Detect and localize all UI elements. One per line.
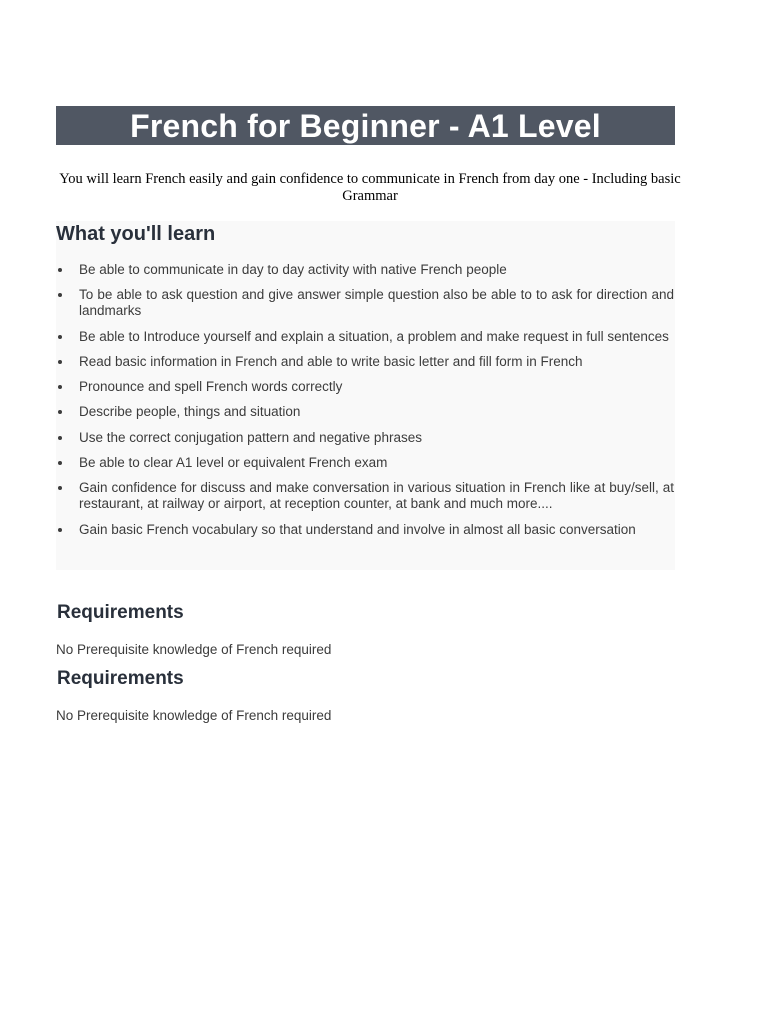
course-title-bar xyxy=(56,106,675,145)
learn-item xyxy=(56,430,674,446)
learn-item-text: Be able to clear A1 level or equivalent French exam xyxy=(79,455,388,471)
course-title: French for Beginner - A1 Level xyxy=(130,107,601,144)
requirements-text: No Prerequisite knowledge of French required xyxy=(56,642,332,657)
learn-item xyxy=(56,379,674,395)
learn-item-text: Be able to communicate in day to day activity with native French people xyxy=(79,262,507,277)
learn-heading: What you'll learn xyxy=(56,223,216,245)
learn-item-text: Gain basic French vocabulary so that understand and involve in almost all basic conversation xyxy=(79,521,636,537)
bullet-icon xyxy=(58,436,62,440)
bullet-icon xyxy=(58,385,62,389)
learn-item xyxy=(56,455,674,471)
bullet-icon xyxy=(58,335,62,339)
bullet-icon xyxy=(58,293,62,297)
requirements-heading: Requirements xyxy=(57,602,184,623)
bullet-icon xyxy=(58,461,62,465)
learn-item-text: Gain confidence for discuss and make conversation in various situation in French like at buy/sell, at restaurant, at railway or airport, at reception counter, at bank and much more.... xyxy=(79,480,674,512)
bullet-icon xyxy=(58,528,62,532)
learn-item-text: Be able to Introduce yourself and explain a situation, a problem and make request in full sentences xyxy=(79,328,669,344)
learn-item-text: To be able to ask question and give answer simple question also be able to to ask for direction and landmarks xyxy=(79,287,674,319)
requirements-text-2: No Prerequisite knowledge of French required xyxy=(56,708,332,723)
learn-item xyxy=(56,329,674,345)
learn-item xyxy=(56,354,674,370)
learn-item-text: Use the correct conjugation pattern and negative phrases xyxy=(79,429,422,445)
learn-item xyxy=(56,522,674,538)
learn-item xyxy=(56,262,674,278)
learn-item xyxy=(56,480,674,512)
learn-item xyxy=(56,404,674,420)
bullet-icon xyxy=(58,410,62,414)
learn-item-text: Describe people, things and situation xyxy=(79,404,301,420)
bullet-icon xyxy=(58,486,62,490)
learn-item-text: Read basic information in French and able to write basic letter and fill form in French xyxy=(79,353,583,369)
bullet-icon xyxy=(58,360,62,364)
learn-item xyxy=(56,287,674,319)
bullet-icon xyxy=(58,268,62,272)
course-subtitle: You will learn French easily and gain confidence to communicate in French from day one - Including basic Grammar xyxy=(59,171,681,204)
requirements-heading-2: Requirements xyxy=(57,668,184,689)
learn-list xyxy=(56,262,674,547)
learn-item-text: Pronounce and spell French words correctly xyxy=(79,379,343,395)
